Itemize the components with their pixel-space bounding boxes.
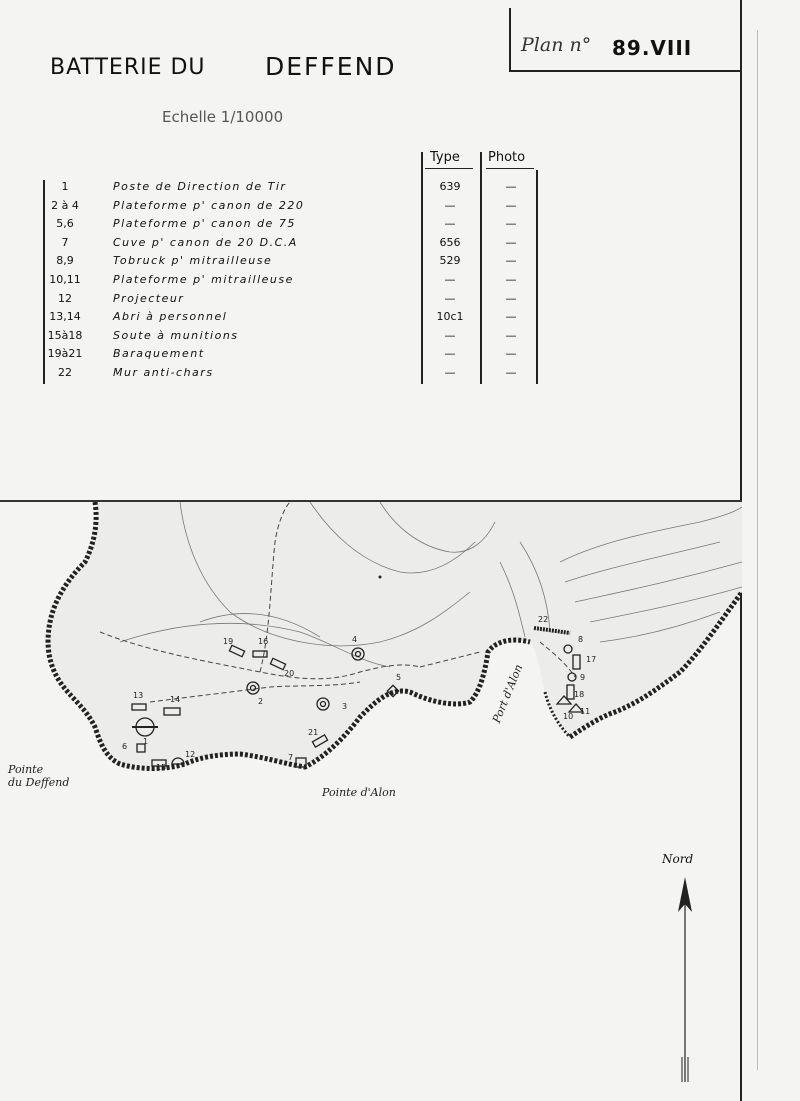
site-number-label: 13: [133, 691, 144, 700]
legend-row-description: Plateforme p' mitrailleuse: [113, 273, 294, 286]
battery-name: DEFFEND: [265, 52, 397, 81]
legend-row-description: Plateforme p' canon de 75: [113, 217, 296, 231]
legend-row-description: Baraquement: [113, 347, 205, 361]
legend-row-photo: —: [505, 235, 517, 249]
site-number-label: 19: [223, 637, 234, 646]
site-number-label: 17: [586, 655, 597, 664]
column-header-photo: Photo: [488, 150, 526, 165]
legend-row-number: 1: [61, 180, 69, 193]
legend-row-number: 5,6: [56, 217, 74, 231]
legend-row-type: —: [444, 366, 456, 379]
column-header-type: Type: [430, 150, 460, 165]
site-number-label: 10: [563, 712, 574, 721]
legend-row-photo: —: [505, 254, 517, 268]
north-arrow-icon: [670, 872, 700, 1092]
site-number-label: 18: [574, 690, 585, 699]
legend-row-type: —: [444, 217, 456, 231]
photo-header-underline: [486, 168, 534, 169]
legend-row-number: 10,11: [49, 273, 81, 286]
legend-row-description: Projecteur: [113, 291, 185, 305]
legend-row-type: 529: [439, 254, 461, 268]
legend-row-number: 19à21: [47, 347, 83, 361]
site-number-label: 20: [284, 669, 295, 678]
site-number-label: 16: [258, 637, 269, 646]
plan-label: Plan n°: [521, 34, 592, 56]
legend-row-photo: —: [505, 366, 517, 379]
legend-row-type: —: [444, 198, 456, 212]
legend-row-photo: —: [505, 273, 517, 286]
legend-row-description: Mur anti-chars: [113, 366, 214, 379]
place-port-alon: Port d'Alon: [490, 662, 526, 725]
legend-row-photo: —: [505, 217, 517, 231]
legend-row-photo: —: [505, 328, 517, 342]
site-number-label: 15: [156, 763, 167, 772]
site-number-label: 8: [578, 635, 584, 644]
legend-row-type: —: [444, 291, 456, 305]
legend-row-number: 12: [58, 291, 72, 305]
legend-row-number: 13,14: [49, 310, 81, 324]
type-header-underline: [425, 168, 473, 169]
site-number-label: 9: [580, 673, 586, 682]
survey-point: [379, 576, 382, 579]
site-number-label: 6: [122, 742, 128, 751]
legend-row-description: Soute à munitions: [113, 328, 239, 342]
legend-row-description: Abri à personnel: [113, 310, 228, 324]
legend-row-photo: —: [505, 180, 517, 193]
site-number-label: 2: [258, 697, 264, 706]
legend-row-number: 15à18: [47, 328, 83, 342]
legend-row-type: 656: [439, 235, 461, 249]
legend-row-description: Plateforme p' canon de 220: [113, 198, 305, 212]
site-number-label: 5: [396, 673, 402, 682]
legend-row-number: 2 à 4: [51, 198, 79, 212]
legend-row-photo: —: [505, 347, 517, 361]
site-number-label: 1: [143, 737, 149, 746]
site-number-label: 7: [288, 753, 294, 762]
site-number-label: 12: [185, 750, 196, 759]
page-title: BATTERIE DU: [50, 55, 206, 80]
legend-row-photo: —: [505, 198, 517, 212]
legend-row-type: —: [444, 328, 456, 342]
legend-row-number: 8,9: [56, 254, 74, 268]
legend-row-photo: —: [505, 310, 517, 324]
sheet-edge-line: [757, 30, 758, 1070]
site-number-label: 14: [170, 695, 181, 704]
legend-row-number: 7: [61, 235, 69, 249]
legend-row-description: Cuve p' canon de 20 D.C.A: [113, 235, 298, 249]
site-number-label: 22: [538, 615, 549, 624]
site-number-label: 3: [342, 702, 348, 711]
place-pointe-deffend: Pointe du Deffend: [8, 763, 70, 789]
scale-label: Echelle 1/10000: [162, 108, 284, 126]
place-pointe-alon: Pointe d'Alon: [322, 786, 396, 799]
legend-row-type: —: [444, 273, 456, 286]
north-label: Nord: [662, 852, 694, 866]
coastal-map: [0, 502, 742, 922]
legend-row-description: Poste de Direction de Tir: [113, 180, 287, 193]
site-number-label: 21: [308, 728, 319, 737]
legend-row-number: 22: [58, 366, 72, 379]
legend-row-type: 639: [439, 180, 461, 193]
plan-number: 89.VIII: [612, 36, 693, 60]
site-number-label: 11: [580, 707, 591, 716]
legend-row-type: 10c1: [436, 310, 464, 324]
legend-row-description: Tobruck p' mitrailleuse: [113, 254, 273, 268]
legend-row-photo: —: [505, 291, 517, 305]
legend-row-type: —: [444, 347, 456, 361]
site-number-label: 4: [352, 635, 358, 644]
land-area: [48, 502, 742, 769]
